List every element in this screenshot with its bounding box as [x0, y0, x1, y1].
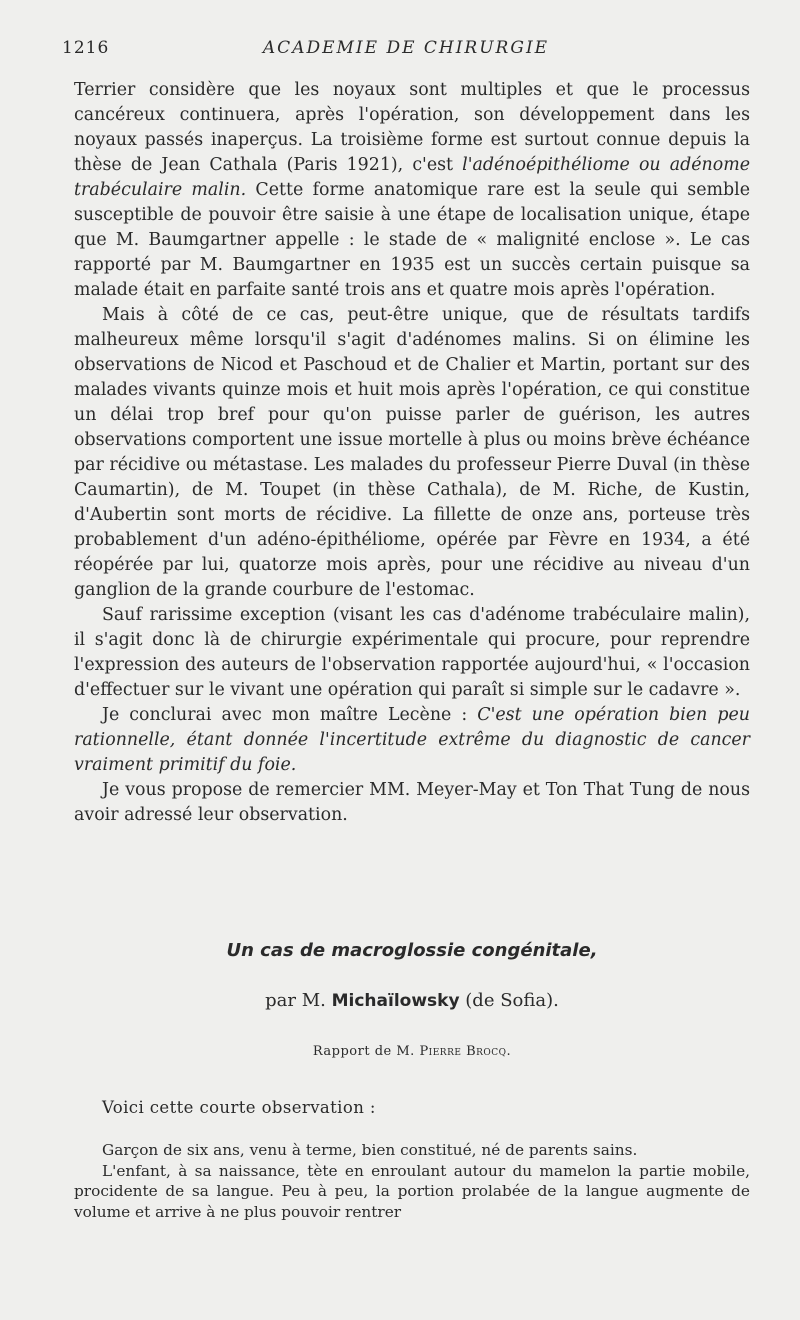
- report-body: [74, 78, 750, 828]
- author-affiliation: (de Sofia).: [465, 990, 559, 1011]
- paragraph-1-text-after: Cette forme anatomique rare est la seule qui semble susceptible de pouvoir être saisie à une étape de localisation unique, étape que M. Baumgartner appelle : le stade de « malignité enclose ». Le cas rapporté par M. Baumgartner en 1935 est un succès certain puisque sa malade était en parfaite santé trois ans et quatre mois après l'opération.: [74, 180, 750, 300]
- article-title: Un cas de macroglossie congénitale,: [226, 940, 598, 961]
- rapport-prefix: Rapport de M.: [312, 1044, 415, 1059]
- byline: [74, 990, 750, 1011]
- paragraph-1-text: Terrier considère que les noyaux sont multiples et que le processus cancéreux continuera, après l'opération, son développement dans les noyaux passés inaperçus. La troisième forme est surtout connue depuis la thèse de Jean Cathala (Paris 1921), c'est: [74, 80, 750, 175]
- author-name: Michaïlowsky: [331, 991, 460, 1011]
- running-head: [62, 38, 750, 62]
- page-number: 1216: [62, 38, 110, 58]
- rapport-line: [74, 1044, 750, 1059]
- byline-prefix: par M.: [265, 990, 326, 1011]
- case-paragraph-1: Garçon de six ans, venu à terme, bien constitué, né de parents sains.: [102, 1141, 638, 1159]
- case-paragraph-2: L'enfant, à sa naissance, tète en enroulant autour du mamelon la partie mobile, procidente de sa langue. Peu à peu, la portion prolabée de la langue augmente de volume et arrive à ne plus pouvoir rentrer: [74, 1161, 750, 1221]
- paragraph-3: Sauf rarissime exception (visant les cas d'adénome trabéculaire malin), il s'agit donc là de chirurgie expérimentale qui procure, pour reprendre l'expression des auteurs de l'observation rapportée aujourd'hui, « l'occasion d'effectuer sur le vivant une opération qui paraît si simple sur le cadavre ».: [74, 605, 750, 700]
- journal-title: ACADEMIE DE CHIRURGIE: [262, 38, 550, 58]
- paragraph-4-italic: C'est une opération bien peu rationnelle, étant donnée l'incertitude extrême du diagnostic de cancer vraiment primitif du foie.: [74, 705, 750, 775]
- paragraph-4: [74, 703, 750, 778]
- paragraph-1: [74, 78, 750, 303]
- case-text: [74, 1140, 750, 1222]
- paragraph-2: Mais à côté de ce cas, peut-être unique, que de résultats tardifs malheureux même lorsqu'il s'agit d'adénomes malins. Si on élimine les observations de Nicod et Paschoud et de Chalier et Martin, portant sur des malades vivants quinze mois et huit mois après l'opération, ce qui constitue un délai trop bref pour qu'on puisse parler de guérison, les autres observations comportent une issue mortelle à plus ou moins brève échéance par récidive ou métastase. Les malades du professeur Pierre Duval (in thèse Caumartin), de M. Toupet (in thèse Cathala), de M. Riche, de Kustin, d'Aubertin sont morts de récidive. La fillette de onze ans, porteuse très probablement d'un adéno-épithéliome, opérée par Fèvre en 1934, a été réopérée par lui, quatorze mois après, pour une récidive au niveau d'un ganglion de la grande courbure de l'estomac.: [74, 305, 750, 600]
- observation-intro: Voici cette courte observation :: [102, 1098, 376, 1117]
- paragraph-5: Je vous propose de remercier MM. Meyer-May et Ton That Tung de nous avoir adressé leur observation.: [74, 780, 750, 825]
- paragraph-4-text: Je conclurai avec mon maître Lecène :: [102, 705, 478, 725]
- paragraph-1-italic: l'adénoépithéliome ou adénome trabéculaire malin.: [74, 155, 750, 200]
- rapport-name: Pierre Brocq.: [419, 1044, 512, 1059]
